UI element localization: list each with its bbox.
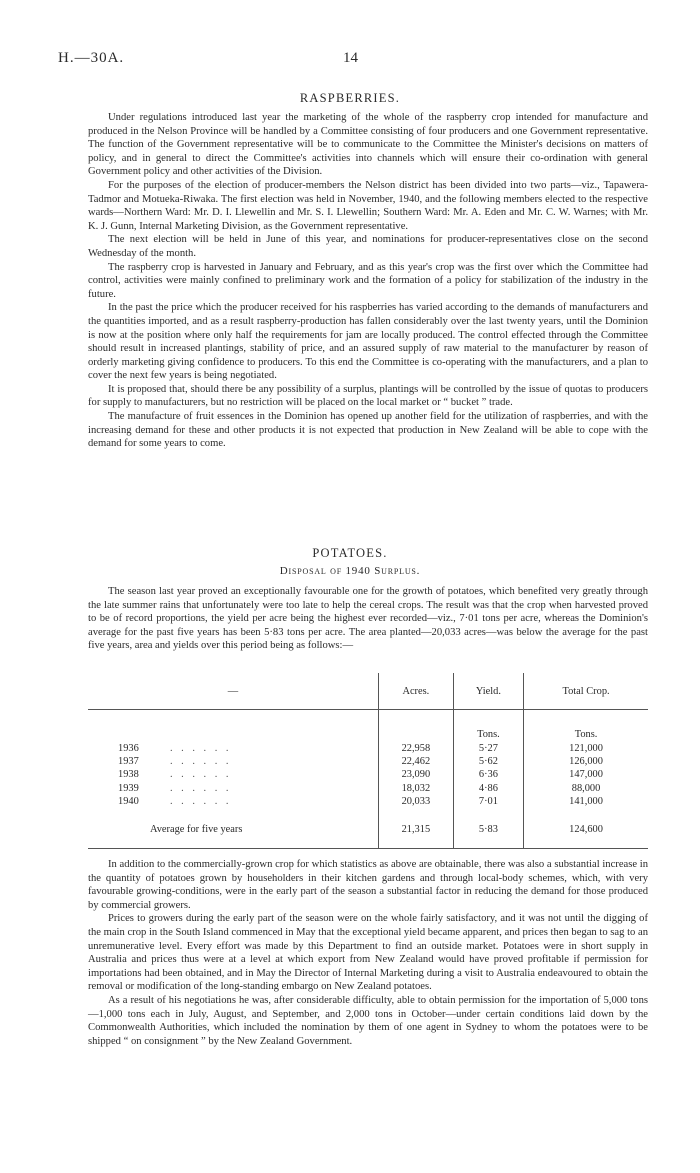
paragraph: In the past the price which the producer received for his raspberries has varied according to the demands of manufacturers and the quantities imported, and as a result raspberry-production has fallen considerably over the last twenty years, until the Dominion is now at the position where only half the requirements for jam are locally produced. The control effected through the Committee should result in increased plantings, stability of price, and an assured supply of raw material to the manufacturer by reason of orderly marketing giving confidence to producers. To this end the Committee is co-operating with the manufacturers, and a plan to cover the next few years is being negotiated. bbox=[88, 302, 648, 382]
leader-dots: . . . . . . bbox=[169, 769, 232, 781]
total-crop-cell: 147,000 bbox=[524, 768, 648, 781]
yield-cell: 4·86 bbox=[453, 782, 523, 795]
year-label: 1936 bbox=[118, 742, 139, 754]
column-header-year: — bbox=[88, 673, 379, 710]
table-row bbox=[88, 768, 648, 781]
acres-cell: 22,958 bbox=[379, 741, 454, 754]
year-cell bbox=[88, 768, 379, 781]
leader-dots: . . . . . . bbox=[169, 742, 232, 754]
column-header-acres: Acres. bbox=[379, 673, 454, 710]
table-row bbox=[88, 741, 648, 754]
average-acres: 21,315 bbox=[379, 808, 454, 848]
potatoes-intro bbox=[88, 585, 648, 653]
table-cell bbox=[88, 710, 379, 742]
paragraph: It is proposed that, should there be any possibility of a surplus, plantings will be controlled by the issue of quotas to producers for supply to manufacturers, but no restriction will be placed on the local market or “ bucket ” trade. bbox=[88, 383, 648, 409]
year-label: 1940 bbox=[118, 796, 139, 808]
paragraph: Under regulations introduced last year the marketing of the whole of the raspberry crop intended for manufacture and produced in the Nelson Province will be handled by a Committee consisting of four producers and one Government representative. The function of the Government representative will be to communicate to the Committee the Minister's decisions on matters of policy, and in general to direct the Committee's activities into channels which will ensure their co-ordination with general Government policy and other activities of the Division. bbox=[88, 112, 648, 178]
table-header-row bbox=[88, 673, 648, 710]
units-row bbox=[88, 710, 648, 742]
potato-statistics-table bbox=[88, 673, 648, 849]
yield-cell: 5·62 bbox=[453, 755, 523, 768]
table-cell bbox=[379, 710, 454, 742]
yield-cell: 7·01 bbox=[453, 795, 523, 808]
yield-cell: 6·36 bbox=[453, 768, 523, 781]
paragraph: The manufacture of fruit essences in the Dominion has opened up another field for the utilization of raspberries, and with the increasing demand for these and other products it is not expected that production in New Zealand will be able to cope with the demand for some years to come. bbox=[88, 411, 648, 450]
table-cell: Tons. bbox=[453, 710, 523, 742]
total-crop-cell: 121,000 bbox=[524, 741, 648, 754]
table-row bbox=[88, 782, 648, 795]
paragraph: The raspberry crop is harvested in January and February, and as this year's crop was the first over which the Committee had control, activities were mainly confined to preliminary work and the formation of a policy for stabilization of the industry in the future. bbox=[88, 261, 648, 300]
leader-dots: . . . . . . bbox=[169, 796, 232, 808]
paragraph: In addition to the commercially-grown crop for which statistics as above are obtainable, there was also a substantial increase in the quantity of potatoes grown by householders in their kitchen gardens and through local-body schemes, which, with very favourable growing-conditions, were in the early part of the season a substantial factor in reducing the demand for those produced by commercial growers. bbox=[88, 859, 648, 911]
paragraph: The season last year proved an exceptionally favourable one for the growth of potatoes, which benefited very greatly through the late summer rains that unfortunately were too late to help the cereal crops. The result was that the crop when harvested proved to be of record proportions, the yield per acre being the highest ever recorded—viz., 7·01 tons per acre, whereas the Dominion's average for the past five years has been 5·83 tons per acre. The area planted—20,033 acres—was below the average for the past five years, area and yields over this period being as follows:— bbox=[88, 586, 648, 652]
year-cell bbox=[88, 755, 379, 768]
average-label: Average for five years bbox=[88, 808, 379, 848]
column-header-total-crop: Total Crop. bbox=[524, 673, 648, 710]
raspberries-heading: RASPBERRIES. bbox=[299, 91, 401, 105]
year-cell bbox=[88, 741, 379, 754]
total-crop-cell: 141,000 bbox=[524, 795, 648, 808]
year-cell bbox=[88, 782, 379, 795]
potatoes-subheading: Disposal of 1940 Surplus. bbox=[279, 565, 421, 577]
potatoes-body bbox=[88, 858, 648, 1048]
column-header-yield: Yield. bbox=[453, 673, 523, 710]
yield-cell: 5·27 bbox=[453, 741, 523, 754]
average-yield: 5·83 bbox=[453, 808, 523, 848]
potatoes-heading: POTATOES. bbox=[312, 546, 388, 560]
table-cell: Tons. bbox=[524, 710, 648, 742]
table-row bbox=[88, 795, 648, 808]
acres-cell: 18,032 bbox=[379, 782, 454, 795]
paragraph: As a result of his negotiations he was, after considerable difficulty, able to obtain permission for the importation of 5,000 tons—1,000 tons each in July, August, and September, and 2,000 tons in October—under certain conditions laid down by the Commonwealth Authorities, which included the nomination by them of one agent in Sydney to whom the potatoes were to be shipped “ on consignment ” by the New Zealand Government. bbox=[88, 994, 648, 1047]
total-crop-cell: 126,000 bbox=[524, 755, 648, 768]
paragraph: For the purposes of the election of producer-members the Nelson district has been divided into two parts—viz., Tapawera-Tadmor and Motueka-Riwaka. The first election was held in November, 1940, and the following members elected to the respective wards—Northern Ward: Mr. D. I. Llewellin and Mr. S. I. Llewellin; Southern Ward: Mr. A. Eden and Mr. C. W. Warnes; with Mr. K. J. Gunn, Internal Marketing Division, as the Government representative. bbox=[88, 179, 648, 232]
table-row bbox=[88, 755, 648, 768]
year-cell bbox=[88, 795, 379, 808]
average-row bbox=[88, 808, 648, 848]
acres-cell: 23,090 bbox=[379, 768, 454, 781]
average-total-crop: 124,600 bbox=[524, 808, 648, 848]
year-label: 1939 bbox=[118, 782, 139, 794]
acres-cell: 20,033 bbox=[379, 795, 454, 808]
year-label: 1938 bbox=[118, 769, 139, 781]
paragraph: Prices to growers during the early part of the season were on the whole fairly satisfactory, and it was not until the digging of the main crop in the South Island commenced in May that the exceptional yield became apparent, and prices then began to sag to an unremunerative level. Every effort was made by this Department to find an outside market. Potatoes were in short supply in Australia and prices thus were at a level at which export from New Zealand would have proved profitable if permission for importations had been obtained, and in May the Director of Internal Marketing during a visit to Australia endeavoured to obtain the removal or modification of the long-standing embargo on New Zealand potatoes. bbox=[88, 913, 648, 993]
raspberries-body bbox=[88, 111, 648, 451]
leader-dots: . . . . . . bbox=[169, 755, 232, 767]
year-label: 1937 bbox=[118, 755, 139, 767]
page-number: 14 bbox=[343, 50, 358, 66]
paragraph: The next election will be held in June of this year, and nominations for producer-representatives close on the second Wednesday of the month. bbox=[88, 234, 648, 259]
acres-cell: 22,462 bbox=[379, 755, 454, 768]
total-crop-cell: 88,000 bbox=[524, 782, 648, 795]
document-reference: H.—30A. bbox=[58, 50, 125, 66]
leader-dots: . . . . . . bbox=[169, 782, 232, 794]
